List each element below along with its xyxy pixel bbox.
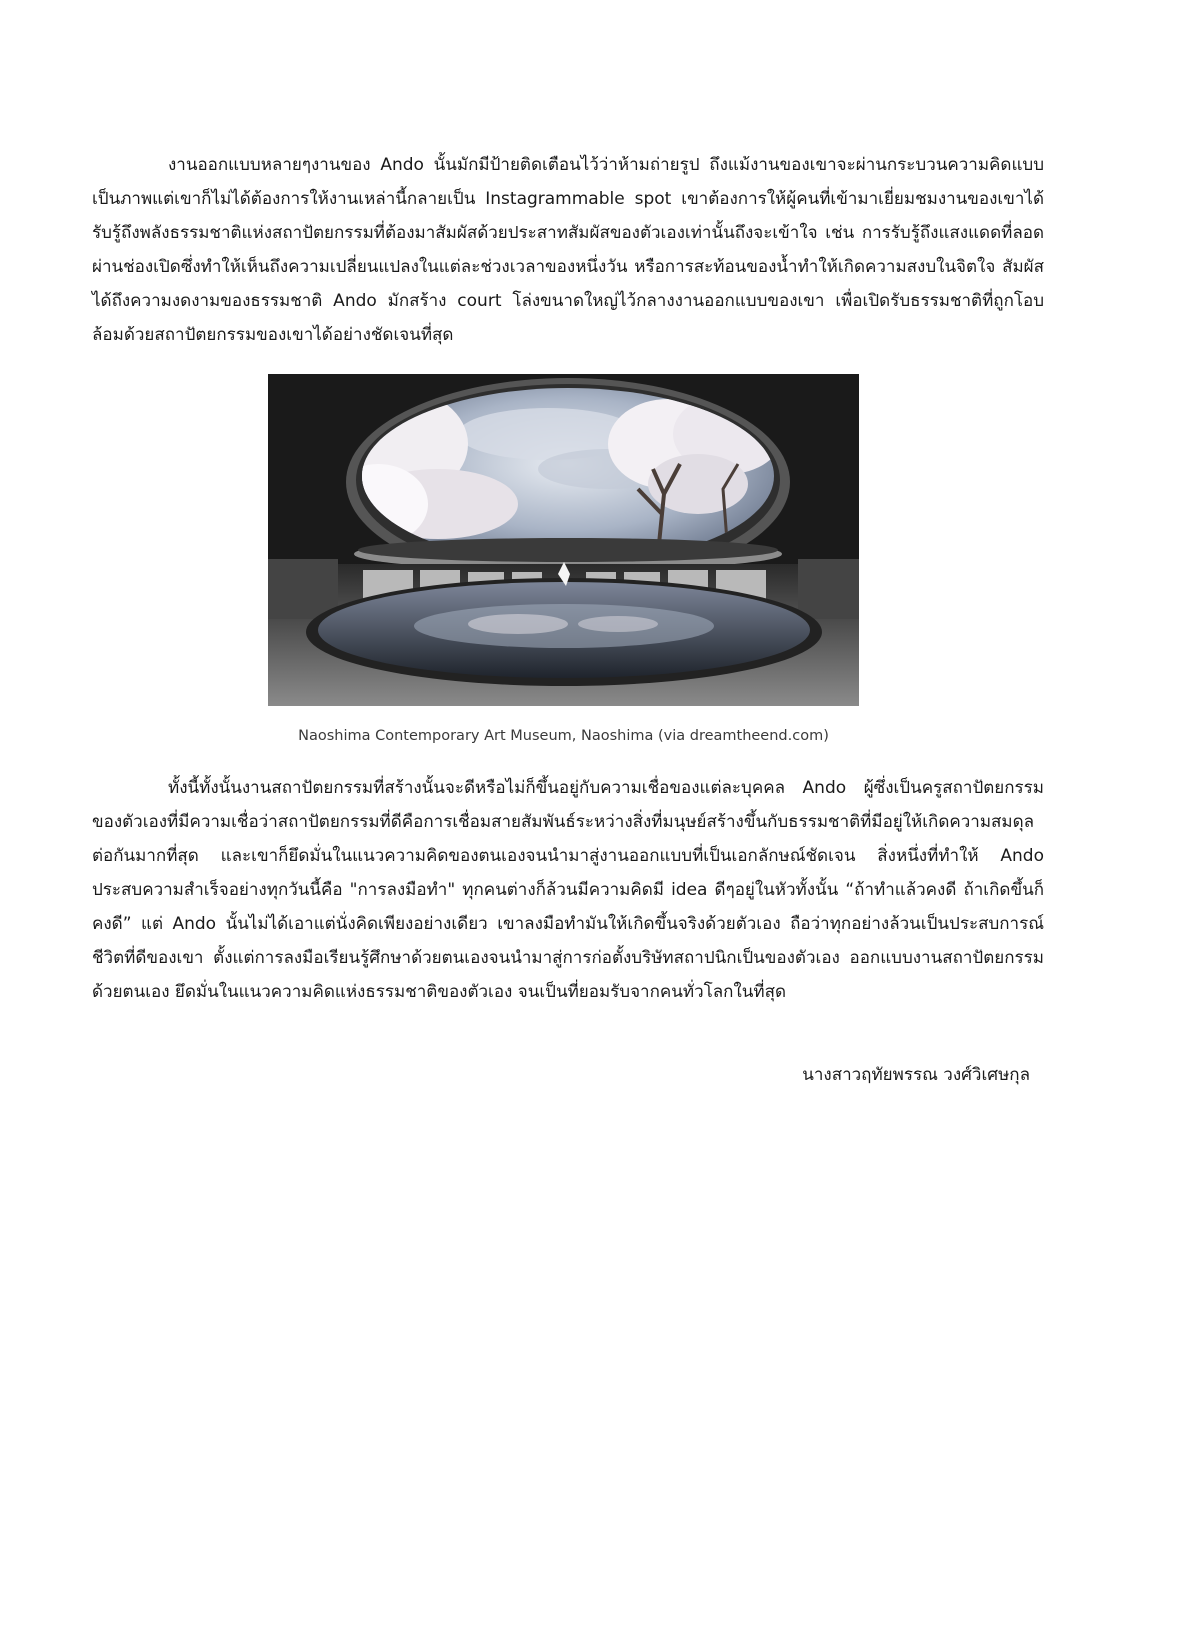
photo-illustration [268, 374, 859, 706]
museum-courtyard-photo [268, 374, 859, 706]
paragraph-1: งานออกแบบหลายๆงานของ Ando นั้นมักมีป้ายติดเตือนไว้ว่าห้ามถ่ายรูป ถึงแม้งานของเขาจะผ่านกระบวนความคิดแบบเป็นภาพแต่เขาก็ไม่ได้ต้องการให้งานเหล่านี้กลายเป็น Instagrammable spot เขาต้องการให้ผู้คนที่เข้ามาเยี่ยมชมงานของเขาได้รับรู้ถึงพลังธรรมชาติแห่งสถาปัตยกรรมที่ต้องมาสัมผัสด้วยประสาทสัมผัสของตัวเองเท่านั้นถึงจะเข้าใจ เช่น การรับรู้ถึงแสงแดดที่ลอดผ่านช่องเปิดซึ่งทำให้เห็นถึงความเปลี่ยนแปลงในแต่ละช่วงเวลาของหนึ่งวัน หรือการสะท้อนของน้ำทำให้เกิดความสงบในจิตใจ สัมผัสได้ถึงความงดงามของธรรมชาติ Ando มักสร้าง court โล่งขนาดใหญ่ไว้กลางงานออกแบบของเขา เพื่อเปิดรับธรรมชาติที่ถูกโอบล้อมด้วยสถาปัตยกรรมของเขาได้อย่างชัดเจนที่สุด [92, 155, 1044, 345]
paragraph-2: ทั้งนี้ทั้งนั้นงานสถาปัตยกรรมที่สร้างนั้นจะดีหรือไม่ก็ขึ้นอยู่กับความเชื่อของแต่ละบุคคล Ando ผู้ซึ่งเป็นครูสถาปัตยกรรมของตัวเองที่มีความเชื่อว่าสถาปัตยกรรมที่ดีคือการเชื่อมสายสัมพันธ์ระหว่างสิ่งที่มนุษย์สร้างขึ้นกับธรรมชาติที่มีอยู่ให้เกิดความสมดุลต่อกันมากที่สุด และเขาก็ยึดมั่นในแนวความคิดของตนเองจนนำมาสู่งานออกแบบที่เป็นเอกลักษณ์ชัดเจน สิ่งหนึ่งที่ทำให้ Ando ประสบความสำเร็จอย่างทุกวันนี้คือ "การลงมือทำ" ทุกคนต่างก็ล้วนมีความคิดมี idea ดีๆอยู่ในหัวทั้งนั้น “ถ้าทำแล้วคงดี ถ้าเกิดขึ้นก็คงดี” แต่ Ando นั้นไม่ได้เอาแต่นั่งคิดเพียงอย่างเดียว เขาลงมือทำมันให้เกิดขึ้นจริงด้วยตัวเอง ถือว่าทุกอย่างล้วนเป็นประสบการณ์ชีวิตที่ดีของเขา ตั้งแต่การลงมือเรียนรู้ศึกษาด้วยตนเองจนนำมาสู่การก่อตั้งบริษัทสถาปนิกเป็นของตัวเอง ออกแบบงานสถาปัตยกรรมด้วยตนเอง ยึดมั่นในแนวความคิดแห่งธรรมชาติของตัวเอง จนเป็นที่ยอมรับจากคนทั่วโลกในที่สุด [92, 778, 1044, 1002]
figure-caption: Naoshima Contemporary Art Museum, Naoshima (via dreamtheend.com) [298, 728, 829, 744]
author-signature: นางสาวฤทัยพรรณ วงศ์วิเศษกุล [802, 1065, 1030, 1085]
